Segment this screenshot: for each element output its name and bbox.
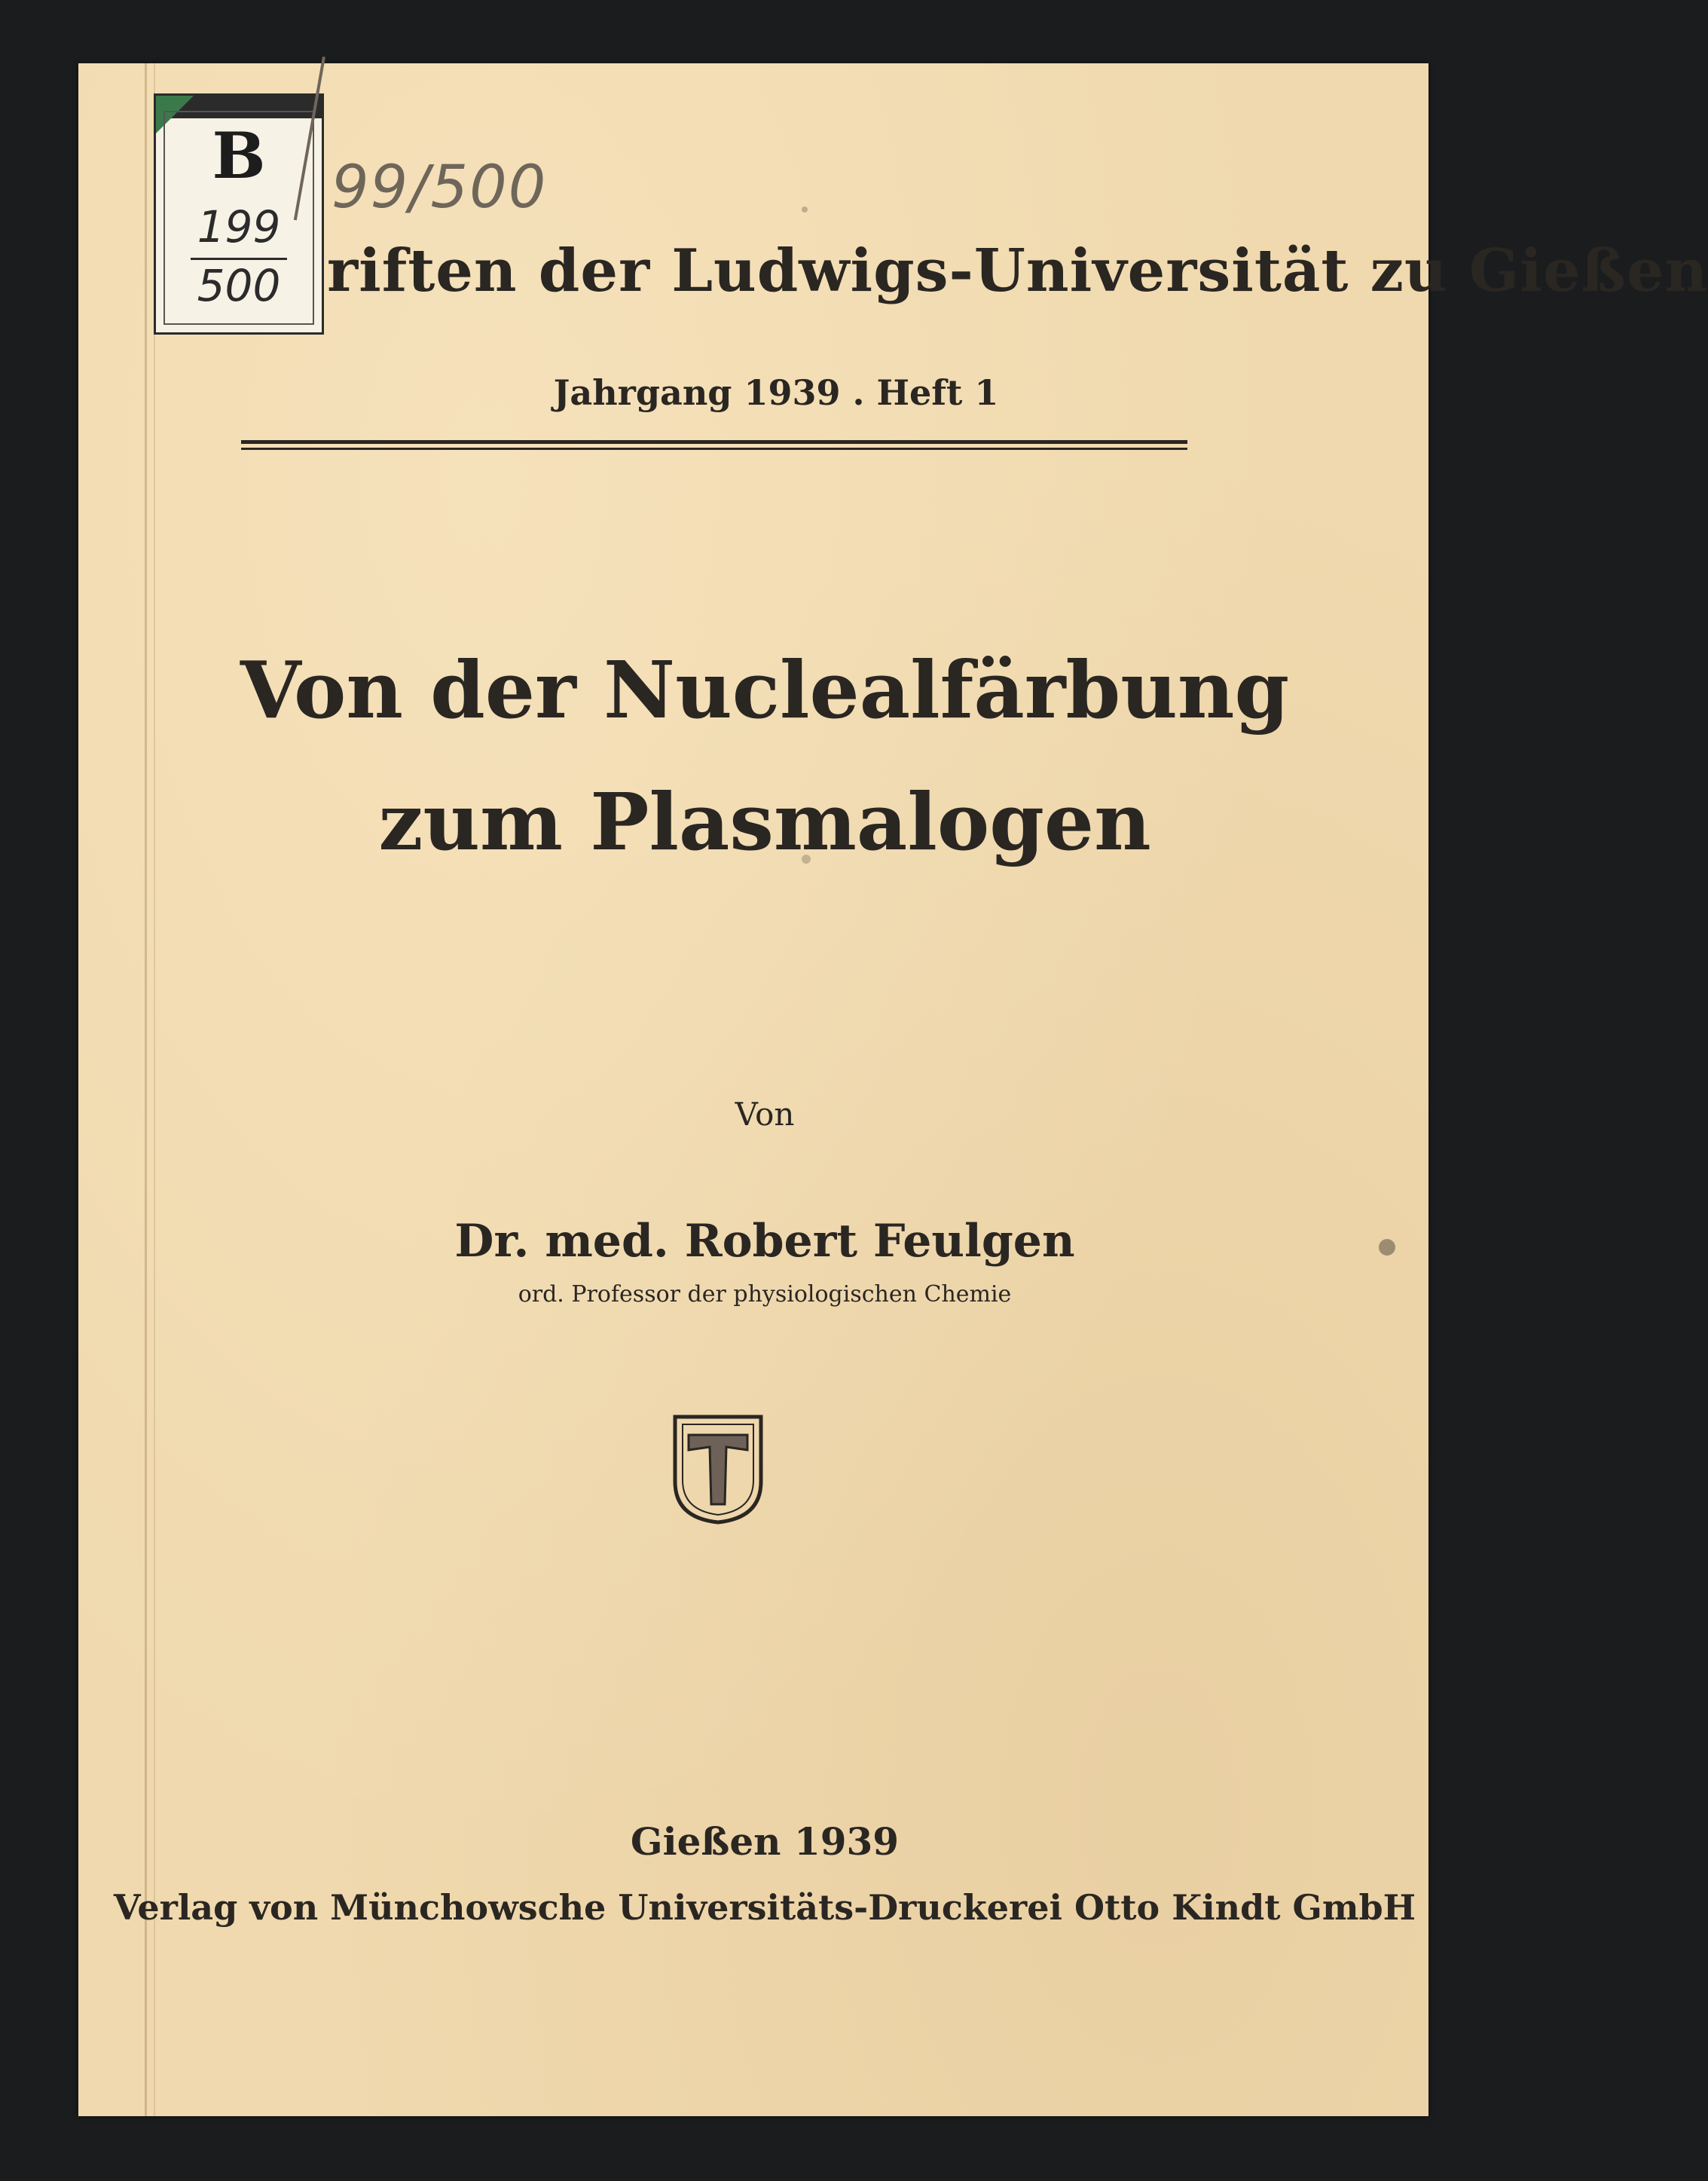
header-rule-thin	[241, 448, 1187, 450]
library-shelf-label	[154, 93, 324, 335]
paper-spot	[802, 855, 811, 864]
spine-crease	[145, 63, 147, 2116]
label-letter: B	[212, 118, 266, 193]
author-affiliation: ord. Professor der physiologischen Chemie	[518, 1281, 1012, 1308]
label-number-top: 199	[197, 201, 281, 252]
label-number-bottom: 500	[197, 260, 281, 311]
pencil-shelfmark: 99/500	[332, 154, 548, 222]
title-line-2: zum Plasmalogen	[378, 775, 1151, 868]
issue-line: Jahrgang 1939 . Heft 1	[553, 372, 999, 413]
spine-crease-inner	[154, 63, 155, 2116]
series-title: riften der Ludwigs-Universität zu Gießen	[327, 237, 1708, 305]
paper-spot	[1379, 1239, 1395, 1256]
book-cover	[78, 63, 1708, 2116]
tau-cross-shield-icon	[671, 1412, 765, 1525]
paper-spot	[802, 206, 808, 213]
header-rule-thick	[241, 440, 1187, 444]
title-line-1: Von der Nuclealfärbung	[240, 644, 1290, 736]
author-name: Dr. med. Robert Feulgen	[454, 1215, 1075, 1268]
place-and-year: Gießen 1939	[630, 1819, 900, 1864]
byline-von: Von	[735, 1096, 795, 1133]
publisher-line: Verlag von Münchowsche Universitäts-Druckerei Otto Kindt GmbH	[113, 1887, 1416, 1928]
